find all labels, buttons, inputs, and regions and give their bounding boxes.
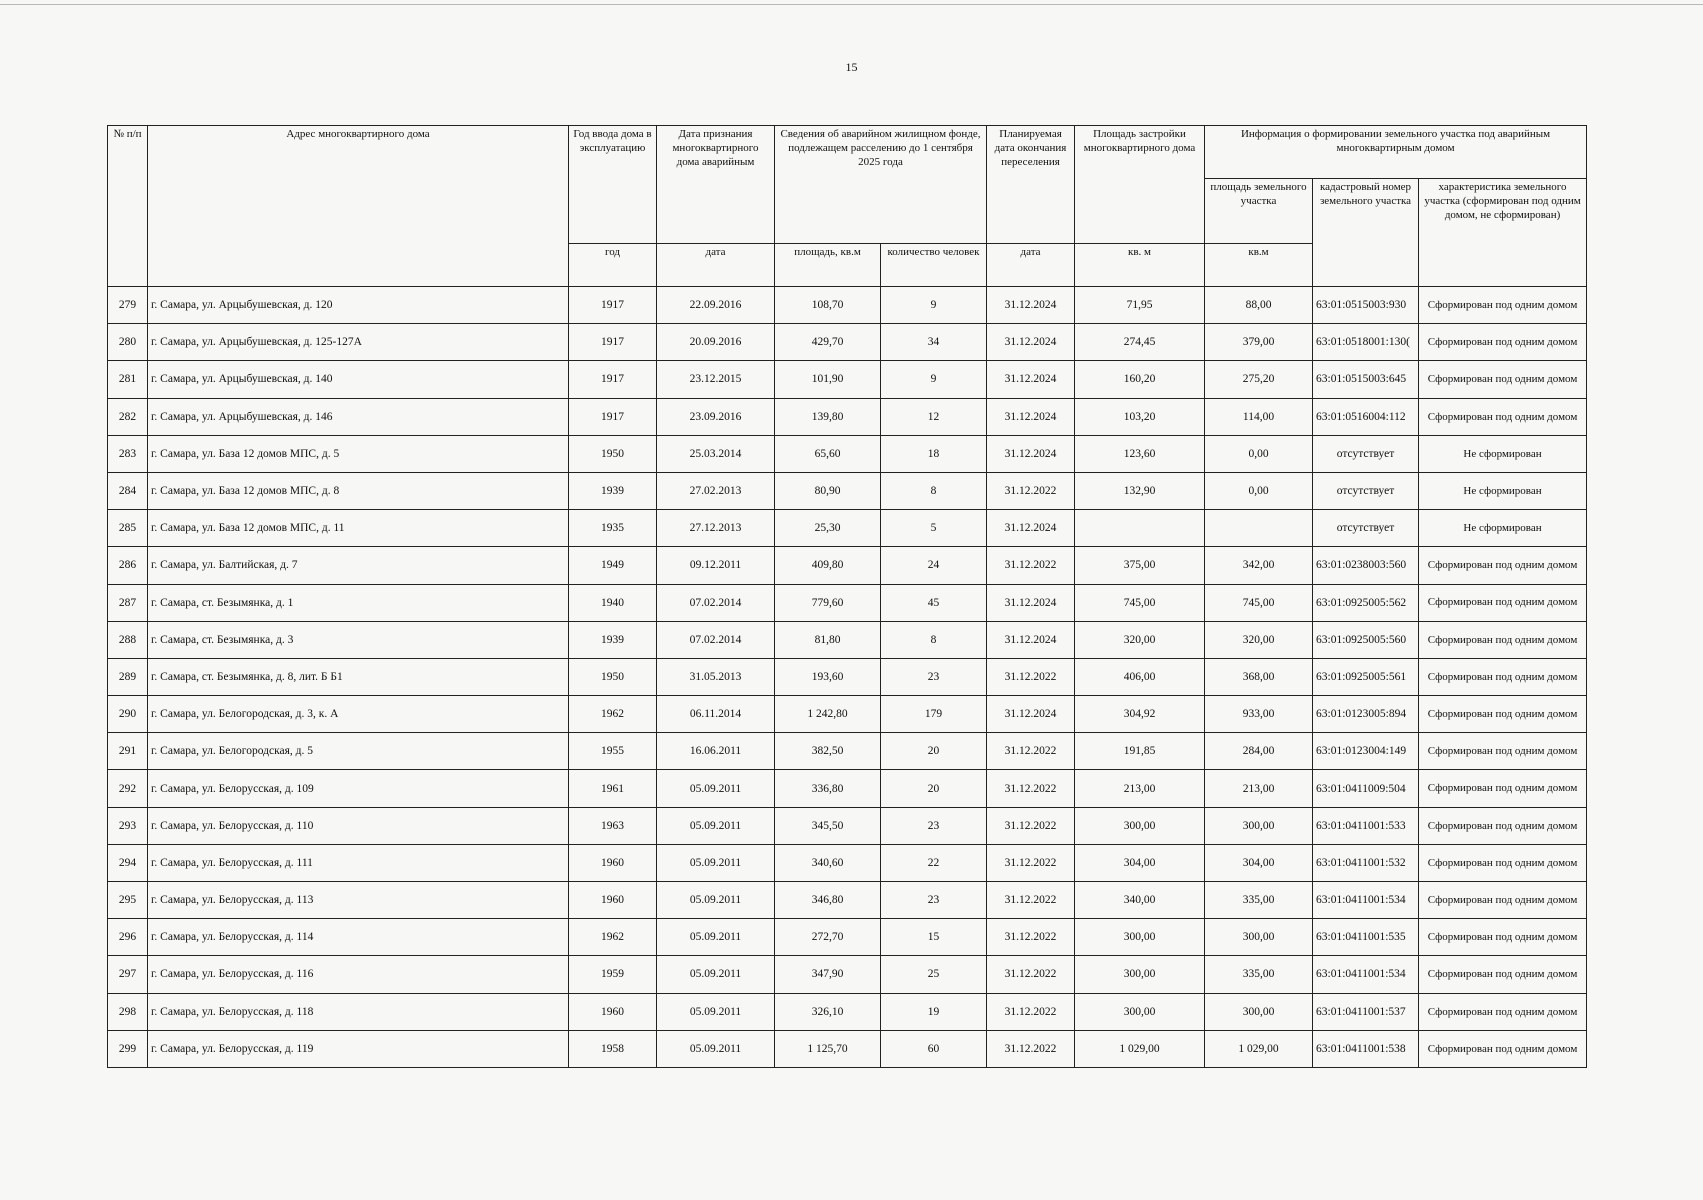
table-body [108, 287, 1587, 1068]
cadastral-cell: 63:01:0411001:534 [1313, 882, 1419, 919]
table-row [108, 807, 1587, 844]
land-area-cell: 342,00 [1205, 547, 1313, 584]
land-char-cell: Сформирован под одним домом [1419, 324, 1587, 361]
area-cell: 347,90 [775, 956, 881, 993]
date-cell: 05.09.2011 [657, 882, 775, 919]
date-cell: 05.09.2011 [657, 1030, 775, 1067]
land-area-cell: 0,00 [1205, 435, 1313, 472]
cadastral-cell: 63:01:0123004:149 [1313, 733, 1419, 770]
header-year-built: Год ввода дома в эксплуатацию [569, 126, 657, 244]
date-cell: 25.03.2014 [657, 435, 775, 472]
land-area-cell: 304,00 [1205, 844, 1313, 881]
land-char-cell: Сформирован под одним домом [1419, 584, 1587, 621]
date-cell: 05.09.2011 [657, 770, 775, 807]
address-cell: г. Самара, ул. База 12 домов МПС, д. 8 [148, 472, 569, 509]
year-cell: 1949 [569, 547, 657, 584]
row-number: 280 [108, 324, 148, 361]
land-char-cell: Сформирован под одним домом [1419, 547, 1587, 584]
land-char-cell: Сформирован под одним домом [1419, 807, 1587, 844]
row-number: 285 [108, 510, 148, 547]
area-cell: 1 242,80 [775, 696, 881, 733]
building-area-cell: 300,00 [1075, 956, 1205, 993]
year-cell: 1962 [569, 919, 657, 956]
table-row [108, 510, 1587, 547]
land-area-cell: 320,00 [1205, 621, 1313, 658]
date-cell: 06.11.2014 [657, 696, 775, 733]
row-number: 282 [108, 398, 148, 435]
table-row [108, 1030, 1587, 1067]
people-cell: 18 [881, 435, 987, 472]
building-area-cell: 191,85 [1075, 733, 1205, 770]
land-area-cell: 1 029,00 [1205, 1030, 1313, 1067]
year-cell: 1950 [569, 658, 657, 695]
cadastral-cell: отсутствует [1313, 435, 1419, 472]
cadastral-cell: 63:01:0123005:894 [1313, 696, 1419, 733]
people-cell: 5 [881, 510, 987, 547]
year-cell: 1940 [569, 584, 657, 621]
row-number: 292 [108, 770, 148, 807]
year-cell: 1939 [569, 472, 657, 509]
cadastral-cell: 63:01:0515003:930 [1313, 287, 1419, 324]
emergency-housing-table [107, 125, 1587, 1068]
table-row [108, 696, 1587, 733]
table-row [108, 919, 1587, 956]
planned-date-cell: 31.12.2022 [987, 844, 1075, 881]
unit-sqm: кв. м [1075, 244, 1205, 287]
cadastral-cell: 63:01:0925005:560 [1313, 621, 1419, 658]
table-row [108, 398, 1587, 435]
people-cell: 22 [881, 844, 987, 881]
land-area-cell: 933,00 [1205, 696, 1313, 733]
year-cell: 1960 [569, 882, 657, 919]
cadastral-cell: 63:01:0411001:537 [1313, 993, 1419, 1030]
address-cell: г. Самара, ул. Белорусская, д. 114 [148, 919, 569, 956]
year-cell: 1961 [569, 770, 657, 807]
address-cell: г. Самара, ст. Безымянка, д. 3 [148, 621, 569, 658]
area-cell: 80,90 [775, 472, 881, 509]
people-cell: 23 [881, 807, 987, 844]
date-cell: 05.09.2011 [657, 919, 775, 956]
unit-people: количество человек [881, 244, 987, 287]
address-cell: г. Самара, ул. Белорусская, д. 118 [148, 993, 569, 1030]
building-area-cell: 274,45 [1075, 324, 1205, 361]
area-cell: 108,70 [775, 287, 881, 324]
address-cell: г. Самара, ул. Арцыбушевская, д. 120 [148, 287, 569, 324]
cadastral-cell: 63:01:0411001:533 [1313, 807, 1419, 844]
planned-date-cell: 31.12.2024 [987, 621, 1075, 658]
land-char-cell: Сформирован под одним домом [1419, 733, 1587, 770]
building-area-cell: 375,00 [1075, 547, 1205, 584]
planned-date-cell: 31.12.2022 [987, 882, 1075, 919]
building-area-cell: 300,00 [1075, 807, 1205, 844]
building-area-cell: 71,95 [1075, 287, 1205, 324]
people-cell: 60 [881, 1030, 987, 1067]
planned-date-cell: 31.12.2022 [987, 770, 1075, 807]
header-num: № п/п [108, 126, 148, 287]
area-cell: 65,60 [775, 435, 881, 472]
people-cell: 9 [881, 287, 987, 324]
year-cell: 1917 [569, 361, 657, 398]
land-area-cell: 213,00 [1205, 770, 1313, 807]
address-cell: г. Самара, ул. Белорусская, д. 119 [148, 1030, 569, 1067]
year-cell: 1939 [569, 621, 657, 658]
row-number: 294 [108, 844, 148, 881]
table-row [108, 361, 1587, 398]
planned-date-cell: 31.12.2022 [987, 919, 1075, 956]
people-cell: 25 [881, 956, 987, 993]
land-char-cell: Не сформирован [1419, 472, 1587, 509]
people-cell: 179 [881, 696, 987, 733]
building-area-cell: 406,00 [1075, 658, 1205, 695]
address-cell: г. Самара, ул. Балтийская, д. 7 [148, 547, 569, 584]
planned-date-cell: 31.12.2024 [987, 398, 1075, 435]
row-number: 296 [108, 919, 148, 956]
people-cell: 20 [881, 770, 987, 807]
row-number: 298 [108, 993, 148, 1030]
planned-date-cell: 31.12.2022 [987, 733, 1075, 770]
header-land-area: площадь земельного участка [1205, 179, 1313, 244]
building-area-cell: 745,00 [1075, 584, 1205, 621]
address-cell: г. Самара, ул. Белорусская, д. 109 [148, 770, 569, 807]
header-cadastral: кадастровый номер земельного участка [1313, 179, 1419, 287]
table-row [108, 956, 1587, 993]
area-cell: 382,50 [775, 733, 881, 770]
planned-date-cell: 31.12.2024 [987, 510, 1075, 547]
date-cell: 05.09.2011 [657, 993, 775, 1030]
land-char-cell: Сформирован под одним домом [1419, 993, 1587, 1030]
area-cell: 326,10 [775, 993, 881, 1030]
row-number: 287 [108, 584, 148, 621]
address-cell: г. Самара, ул. Арцыбушевская, д. 146 [148, 398, 569, 435]
date-cell: 05.09.2011 [657, 844, 775, 881]
unit-sqm-land: кв.м [1205, 244, 1313, 287]
land-char-cell: Сформирован под одним домом [1419, 658, 1587, 695]
land-char-cell: Сформирован под одним домом [1419, 956, 1587, 993]
people-cell: 12 [881, 398, 987, 435]
header-fund-info: Сведения об аварийном жилищном фонде, подлежащем расселению до 1 сентября 2025 года [775, 126, 987, 244]
date-cell: 05.09.2011 [657, 807, 775, 844]
cadastral-cell: 63:01:0518001:130( [1313, 324, 1419, 361]
cadastral-cell: отсутствует [1313, 510, 1419, 547]
date-cell: 31.05.2013 [657, 658, 775, 695]
header-planned-date: Планируемая дата окончания переселения [987, 126, 1075, 244]
address-cell: г. Самара, ул. Белогородская, д. 5 [148, 733, 569, 770]
header-date-emergency: Дата признания многоквартирного дома аварийным [657, 126, 775, 244]
cadastral-cell: 63:01:0925005:561 [1313, 658, 1419, 695]
area-cell: 429,70 [775, 324, 881, 361]
land-area-cell: 275,20 [1205, 361, 1313, 398]
people-cell: 9 [881, 361, 987, 398]
year-cell: 1955 [569, 733, 657, 770]
header-land-info: Информация о формировании земельного участка под аварийным многоквартирным домом [1205, 126, 1587, 179]
unit-year: год [569, 244, 657, 287]
land-area-cell: 335,00 [1205, 956, 1313, 993]
area-cell: 81,80 [775, 621, 881, 658]
row-number: 284 [108, 472, 148, 509]
area-cell: 1 125,70 [775, 1030, 881, 1067]
area-cell: 345,50 [775, 807, 881, 844]
building-area-cell: 320,00 [1075, 621, 1205, 658]
planned-date-cell: 31.12.2022 [987, 1030, 1075, 1067]
table-row [108, 472, 1587, 509]
row-number: 288 [108, 621, 148, 658]
planned-date-cell: 31.12.2022 [987, 807, 1075, 844]
land-char-cell: Не сформирован [1419, 510, 1587, 547]
address-cell: г. Самара, ул. Белорусская, д. 111 [148, 844, 569, 881]
address-cell: г. Самара, ст. Безымянка, д. 1 [148, 584, 569, 621]
cadastral-cell: 63:01:0411001:538 [1313, 1030, 1419, 1067]
header-address: Адрес многоквартирного дома [148, 126, 569, 287]
table-row [108, 324, 1587, 361]
building-area-cell: 132,90 [1075, 472, 1205, 509]
row-number: 293 [108, 807, 148, 844]
people-cell: 24 [881, 547, 987, 584]
date-cell: 23.09.2016 [657, 398, 775, 435]
building-area-cell: 300,00 [1075, 993, 1205, 1030]
year-cell: 1962 [569, 696, 657, 733]
planned-date-cell: 31.12.2024 [987, 584, 1075, 621]
land-char-cell: Сформирован под одним домом [1419, 919, 1587, 956]
address-cell: г. Самара, ул. Белорусская, д. 113 [148, 882, 569, 919]
planned-date-cell: 31.12.2024 [987, 435, 1075, 472]
address-cell: г. Самара, ул. База 12 домов МПС, д. 11 [148, 510, 569, 547]
row-number: 279 [108, 287, 148, 324]
table-row [108, 547, 1587, 584]
land-area-cell: 300,00 [1205, 807, 1313, 844]
year-cell: 1963 [569, 807, 657, 844]
date-cell: 07.02.2014 [657, 621, 775, 658]
planned-date-cell: 31.12.2024 [987, 696, 1075, 733]
building-area-cell: 304,92 [1075, 696, 1205, 733]
land-area-cell: 284,00 [1205, 733, 1313, 770]
land-char-cell: Сформирован под одним домом [1419, 770, 1587, 807]
year-cell: 1950 [569, 435, 657, 472]
address-cell: г. Самара, ул. База 12 домов МПС, д. 5 [148, 435, 569, 472]
building-area-cell [1075, 510, 1205, 547]
planned-date-cell: 31.12.2024 [987, 324, 1075, 361]
cadastral-cell: 63:01:0411009:504 [1313, 770, 1419, 807]
row-number: 281 [108, 361, 148, 398]
building-area-cell: 304,00 [1075, 844, 1205, 881]
address-cell: г. Самара, ул. Арцыбушевская, д. 125-127А [148, 324, 569, 361]
land-area-cell: 300,00 [1205, 919, 1313, 956]
row-number: 289 [108, 658, 148, 695]
people-cell: 8 [881, 621, 987, 658]
row-number: 297 [108, 956, 148, 993]
building-area-cell: 123,60 [1075, 435, 1205, 472]
address-cell: г. Самара, ул. Белогородская, д. 3, к. А [148, 696, 569, 733]
address-cell: г. Самара, ул. Белорусская, д. 110 [148, 807, 569, 844]
year-cell: 1917 [569, 398, 657, 435]
land-char-cell: Сформирован под одним домом [1419, 621, 1587, 658]
year-cell: 1958 [569, 1030, 657, 1067]
land-area-cell: 0,00 [1205, 472, 1313, 509]
land-char-cell: Не сформирован [1419, 435, 1587, 472]
land-char-cell: Сформирован под одним домом [1419, 287, 1587, 324]
area-cell: 25,30 [775, 510, 881, 547]
scan-edge-line [0, 4, 1703, 5]
people-cell: 23 [881, 882, 987, 919]
land-area-cell: 368,00 [1205, 658, 1313, 695]
planned-date-cell: 31.12.2022 [987, 658, 1075, 695]
table-row [108, 287, 1587, 324]
area-cell: 346,80 [775, 882, 881, 919]
area-cell: 101,90 [775, 361, 881, 398]
planned-date-cell: 31.12.2022 [987, 547, 1075, 584]
unit-date-planned: дата [987, 244, 1075, 287]
land-area-cell: 88,00 [1205, 287, 1313, 324]
building-area-cell: 1 029,00 [1075, 1030, 1205, 1067]
year-cell: 1960 [569, 993, 657, 1030]
row-number: 291 [108, 733, 148, 770]
table-row [108, 993, 1587, 1030]
year-cell: 1935 [569, 510, 657, 547]
date-cell: 22.09.2016 [657, 287, 775, 324]
table-row [108, 882, 1587, 919]
land-area-cell: 379,00 [1205, 324, 1313, 361]
cadastral-cell: 63:01:0411001:535 [1313, 919, 1419, 956]
building-area-cell: 340,00 [1075, 882, 1205, 919]
unit-area: площадь, кв.м [775, 244, 881, 287]
area-cell: 409,80 [775, 547, 881, 584]
row-number: 283 [108, 435, 148, 472]
area-cell: 193,60 [775, 658, 881, 695]
people-cell: 8 [881, 472, 987, 509]
area-cell: 336,80 [775, 770, 881, 807]
year-cell: 1959 [569, 956, 657, 993]
planned-date-cell: 31.12.2024 [987, 361, 1075, 398]
table-row [108, 658, 1587, 695]
building-area-cell: 213,00 [1075, 770, 1205, 807]
land-area-cell: 745,00 [1205, 584, 1313, 621]
row-number: 299 [108, 1030, 148, 1067]
area-cell: 340,60 [775, 844, 881, 881]
year-cell: 1960 [569, 844, 657, 881]
date-cell: 20.09.2016 [657, 324, 775, 361]
cadastral-cell: 63:01:0515003:645 [1313, 361, 1419, 398]
land-char-cell: Сформирован под одним домом [1419, 844, 1587, 881]
table-row [108, 584, 1587, 621]
people-cell: 34 [881, 324, 987, 361]
land-char-cell: Сформирован под одним домом [1419, 882, 1587, 919]
building-area-cell: 300,00 [1075, 919, 1205, 956]
area-cell: 779,60 [775, 584, 881, 621]
people-cell: 20 [881, 733, 987, 770]
people-cell: 15 [881, 919, 987, 956]
land-char-cell: Сформирован под одним домом [1419, 398, 1587, 435]
people-cell: 19 [881, 993, 987, 1030]
date-cell: 16.06.2011 [657, 733, 775, 770]
area-cell: 139,80 [775, 398, 881, 435]
land-char-cell: Сформирован под одним домом [1419, 696, 1587, 733]
land-area-cell: 335,00 [1205, 882, 1313, 919]
area-cell: 272,70 [775, 919, 881, 956]
cadastral-cell: 63:01:0925005:562 [1313, 584, 1419, 621]
year-cell: 1917 [569, 287, 657, 324]
row-number: 286 [108, 547, 148, 584]
cadastral-cell: 63:01:0411001:534 [1313, 956, 1419, 993]
header-building-area: Площадь застройки многоквартирного дома [1075, 126, 1205, 244]
people-cell: 45 [881, 584, 987, 621]
table-row [108, 844, 1587, 881]
row-number: 295 [108, 882, 148, 919]
building-area-cell: 103,20 [1075, 398, 1205, 435]
land-char-cell: Сформирован под одним домом [1419, 361, 1587, 398]
planned-date-cell: 31.12.2024 [987, 287, 1075, 324]
cadastral-cell: 63:01:0516004:112 [1313, 398, 1419, 435]
land-area-cell: 114,00 [1205, 398, 1313, 435]
address-cell: г. Самара, ул. Белорусская, д. 116 [148, 956, 569, 993]
building-area-cell: 160,20 [1075, 361, 1205, 398]
date-cell: 09.12.2011 [657, 547, 775, 584]
land-area-cell [1205, 510, 1313, 547]
table-row [108, 435, 1587, 472]
address-cell: г. Самара, ул. Арцыбушевская, д. 140 [148, 361, 569, 398]
planned-date-cell: 31.12.2022 [987, 993, 1075, 1030]
land-area-cell: 300,00 [1205, 993, 1313, 1030]
date-cell: 27.02.2013 [657, 472, 775, 509]
table-row [108, 621, 1587, 658]
people-cell: 23 [881, 658, 987, 695]
date-cell: 23.12.2015 [657, 361, 775, 398]
date-cell: 05.09.2011 [657, 956, 775, 993]
cadastral-cell: отсутствует [1313, 472, 1419, 509]
address-cell: г. Самара, ст. Безымянка, д. 8, лит. Б Б1 [148, 658, 569, 695]
date-cell: 27.12.2013 [657, 510, 775, 547]
date-cell: 07.02.2014 [657, 584, 775, 621]
cadastral-cell: 63:01:0238003:560 [1313, 547, 1419, 584]
page-number: 15 [845, 60, 858, 74]
planned-date-cell: 31.12.2022 [987, 472, 1075, 509]
cadastral-cell: 63:01:0411001:532 [1313, 844, 1419, 881]
table-row [108, 733, 1587, 770]
planned-date-cell: 31.12.2022 [987, 956, 1075, 993]
table-row [108, 770, 1587, 807]
row-number: 290 [108, 696, 148, 733]
land-char-cell: Сформирован под одним домом [1419, 1030, 1587, 1067]
unit-date: дата [657, 244, 775, 287]
year-cell: 1917 [569, 324, 657, 361]
header-land-char: характеристика земельного участка (сформирован под одним домом, не сформирован) [1419, 179, 1587, 287]
